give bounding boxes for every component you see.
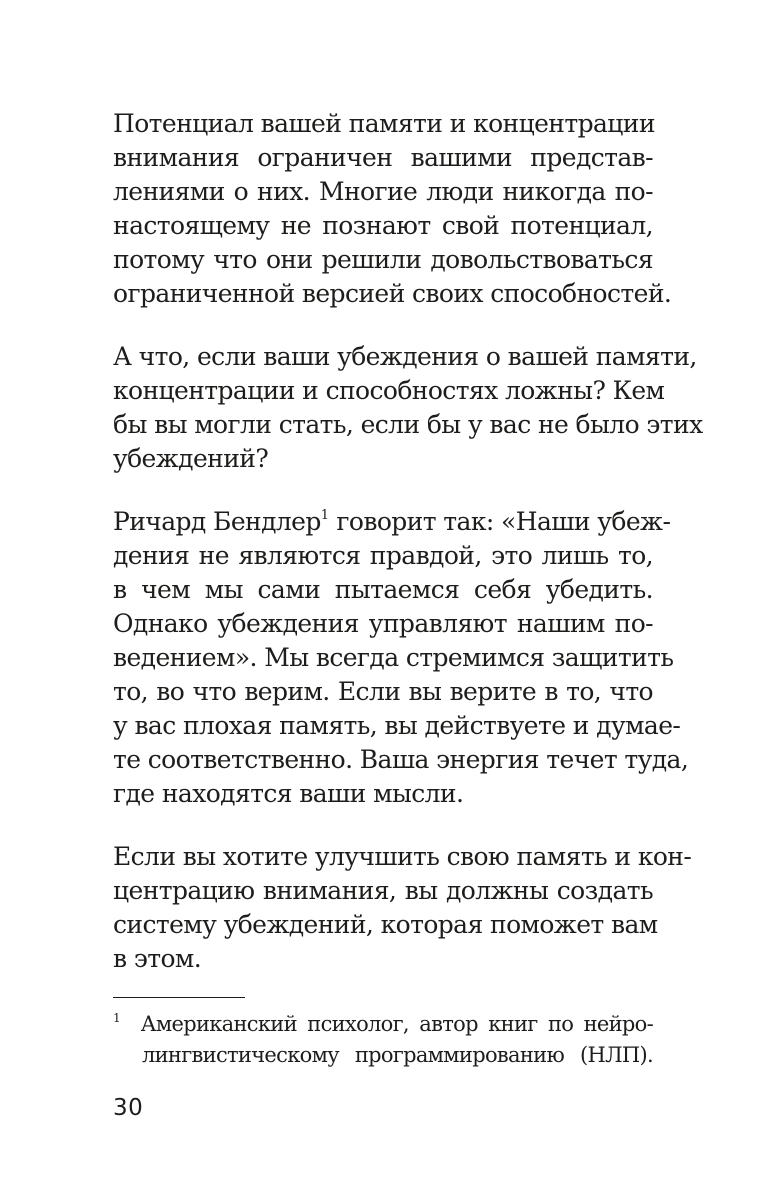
text-line: ограниченной версией своих способностей. [113, 279, 672, 308]
text-line: то, во что верим. Если вы верите в то, что [113, 677, 653, 706]
text-line: где находятся ваши мысли. [113, 779, 464, 808]
footnote [113, 1009, 653, 1071]
paragraph-2 [113, 340, 703, 476]
text-line: бы вы могли стать, если бы у вас не было этих [113, 410, 703, 439]
text-line: систему убеждений, которая поможет вам [113, 910, 658, 939]
text-line: центрацию внимания, вы должны создать [113, 876, 653, 905]
text-line: настоящему не познают свой потенциал, [113, 211, 653, 240]
text-line: у вас плохая память, вы действуете и думае- [113, 711, 681, 740]
text-segment: Ричард Бендлер [113, 507, 321, 536]
text-line: потому что они решили довольствоваться [113, 245, 653, 274]
footnote-mark: 1 [113, 1011, 121, 1025]
text-line: ведением». Мы всегда стремимся защитить [113, 643, 674, 672]
text-line: внимания ограничен вашими представ- [113, 143, 653, 172]
text-line: Однако убеждения управляют нашим по- [113, 609, 653, 638]
text-line: в этом. [113, 944, 202, 973]
text-line: дения не являются правдой, это лишь то, [113, 541, 653, 570]
text-line: лениями о них. Многие люди никогда по- [113, 177, 653, 206]
text-line: те соответственно. Ваша энергия течет туда, [113, 745, 689, 774]
footnote-line: лингвистическому программированию (НЛП). [142, 1043, 653, 1067]
text-line: концентрации и способностях ложны? Кем [113, 376, 665, 405]
text-line [113, 505, 671, 539]
text-segment: говорит так: «Наши убеж- [329, 507, 671, 536]
text-line: А что, если ваши убеждения о вашей памяти, [113, 342, 697, 371]
text-line: Если вы хотите улучшить свою память и кон- [113, 842, 692, 871]
page-number: 30 [113, 1095, 144, 1121]
footnote-divider [113, 997, 245, 998]
paragraph-1 [113, 107, 672, 311]
main-text [113, 107, 703, 1005]
text-line: Потенциал вашей памяти и концентрации [113, 109, 655, 138]
text-line: убеждений? [113, 444, 269, 473]
footnote-text: Американский психолог, автор книг по нейро- [140, 1012, 653, 1036]
footnote-line [113, 1009, 653, 1040]
paragraph-3 [113, 505, 689, 811]
footnote-reference[interactable]: 1 [320, 508, 330, 523]
paragraph-4 [113, 840, 692, 976]
text-line: в чем мы сами пытаемся себя убедить. [113, 575, 653, 604]
